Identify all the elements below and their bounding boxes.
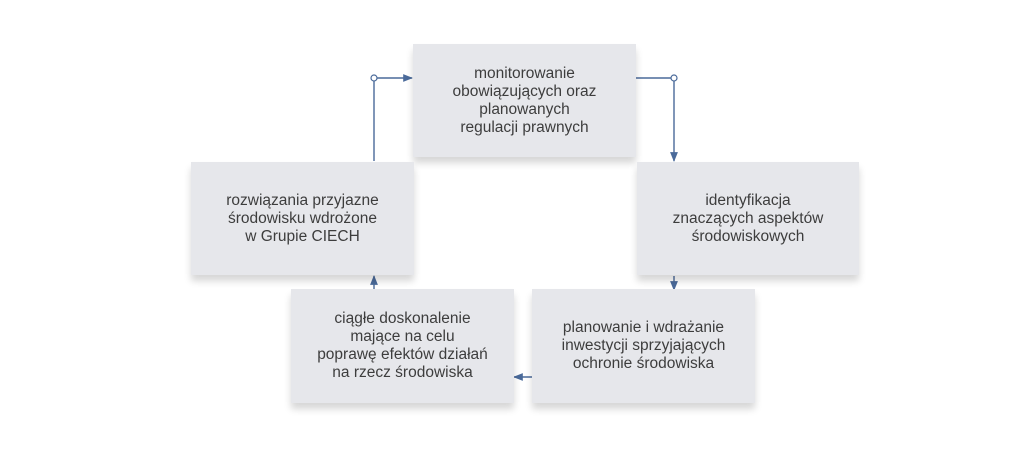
arrow-left-to-top xyxy=(374,78,412,161)
step-text-line: regulacji prawnych xyxy=(460,118,589,136)
step-text-line: rozwiązania przyjazne xyxy=(226,191,379,209)
connector-dot xyxy=(671,75,677,81)
step-text-line: ochronie środowiska xyxy=(572,355,715,372)
step-text-line: w Grupie CIECH xyxy=(245,227,360,245)
step-text-line: monitorowanie xyxy=(474,64,575,82)
step-text-line: mające na celu xyxy=(350,328,455,345)
step-identification-box xyxy=(637,162,859,275)
step-text-line: poprawę efektów działań xyxy=(317,346,488,363)
step-text-line: identyfikacja xyxy=(705,191,791,209)
step-planning-box xyxy=(532,289,755,403)
step-text-line: obowiązujących oraz xyxy=(452,82,597,100)
step-monitoring-box xyxy=(413,44,636,157)
step-text-line: inwestycji sprzyjających xyxy=(561,337,726,354)
step-text-line: ciągłe doskonalenie xyxy=(334,310,471,327)
step-text-line: planowanie i wdrażanie xyxy=(562,319,725,336)
arrow-top-to-right xyxy=(636,78,674,161)
connector-dot xyxy=(371,75,377,81)
step-text-line: środowiskowych xyxy=(691,227,805,245)
step-text-line: środowisku wdrożone xyxy=(227,209,378,227)
step-text-line: znaczących aspektów xyxy=(672,209,824,227)
step-improvement-box xyxy=(291,289,514,403)
step-text-line: planowanych xyxy=(479,100,570,118)
step-solutions-box xyxy=(191,162,414,275)
step-text-line: na rzecz środowiska xyxy=(332,364,473,381)
